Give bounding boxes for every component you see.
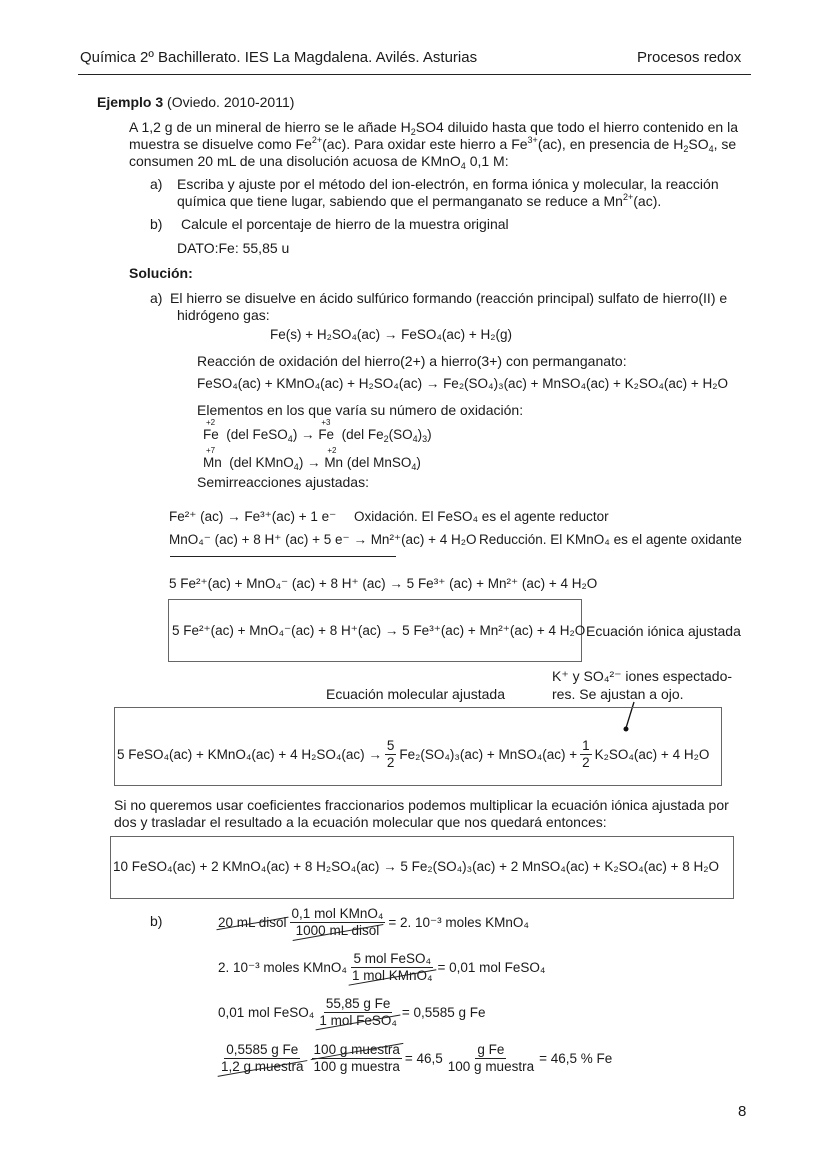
sum-rule (170, 556, 396, 557)
oxidation-intro: Reacción de oxidación del hierro(2+) a hierro(3+) con permanganato: (197, 353, 627, 369)
half-reaction-reduction: MnO₄⁻ (ac) + 8 H⁺ (ac) + 5 e⁻ → Mn²⁺(ac) + 4 H₂O (169, 532, 477, 547)
header-rule (78, 74, 751, 75)
equation-unbalanced: FeSO₄(ac) + KMnO₄(ac) + H₂SO₄(ac) → Fe₂(SO₄)₃(ac) + MnSO₄(ac) + K₂SO₄(ac) + H₂O (197, 376, 728, 391)
item-a-label: a) (150, 176, 163, 192)
molecular-equation: 5 FeSO₄(ac) + KMnO₄(ac) + 4 H₂SO₄(ac) → $\frac{5}{2}$ Fe₂(SO₄)₃(ac) + MnSO₄(ac) + $\frac{1}{2}$ K₂SO₄(ac) + 4 H₂O (117, 738, 710, 770)
calc-step-3: 0,01 mol FeSO₄ $\frac{\text{55,85 g Fe}}{\text{1 mol FeSO₄}}$ = 0,5585 g Fe (218, 996, 486, 1028)
solution-a-line-1: El hierro se disuelve en ácido sulfúrico formando (reacción principal) sulfato de hierro(II) e (170, 290, 728, 306)
statement-line-2: muestra se disuelve como $Fe^{2+}(ac)$. Para oxidar este hierro a $Fe^{3+}(ac)$, en presencia de $H_2SO_4$, se (129, 135, 737, 154)
equation-fe-h2so4: Fe(s) + H₂SO₄(ac) → FeSO₄(ac) + H₂(g) (270, 327, 513, 342)
header-section: Procesos redox (637, 49, 742, 66)
solution-b-label: b) (150, 913, 163, 929)
statement-line-3: consumen 20 mL de una disolución acuosa de KMnO$_4$ 0,1 M: (129, 153, 509, 171)
calc-step-1: 20 mL disol $\frac{\text{0,1 mol KMnO₄}}{\text{1000 mL disol}}$ = 2. 10⁻³ moles KMnO₄ (218, 906, 529, 938)
solution-a-line-2: hidrógeno gas: (177, 307, 270, 323)
ionic-equation-label: Ecuación iónica ajustada (586, 623, 741, 639)
fe-oxidation-change: Fe +2 (del FeSO$_4$) → Fe +3 (del $Fe_2(SO_4)_3$) (203, 418, 432, 444)
item-b-text: Calcule el porcentaje de hierro de la muestra original (181, 216, 509, 232)
sum-equation: 5 Fe²⁺(ac) + MnO₄⁻ (ac) + 8 H⁺ (ac) → 5 Fe³⁺ (ac) + Mn²⁺ (ac) + 4 H₂O (169, 576, 598, 591)
example-source: (Oviedo. 2010-2011) (163, 94, 295, 110)
half-reaction-oxidation-note: Oxidación. El FeSO₄ es el agente reductor (354, 509, 609, 524)
molecular-equation-label: Ecuación molecular ajustada (326, 686, 505, 702)
mn-oxidation-change: Mn +7 (del KMnO$_4$) → Mn +2 (del MnSO$_4$) (203, 446, 421, 472)
example-title-bold: Ejemplo 3 (97, 94, 164, 110)
calc-step-4: $\frac{\text{0,5585 g Fe}}{\text{1,2 g muestra}}$ $\frac{\text{100 g muestra}}{\text{100 g muestra}}$ = 46,5 $\frac{\text{g Fe}}{\text{100 g muestra}}$ = 46,5 % Fe (221, 1042, 613, 1074)
ionic-equation: 5 Fe²⁺(ac) + MnO₄⁻(ac) + 8 H⁺(ac) → 5 Fe³⁺(ac) + Mn²⁺(ac) + 4 H₂O (172, 623, 586, 638)
dato: DATO:Fe: 55,85 u (177, 240, 290, 256)
half-reaction-reduction-note: Reducción. El KMnO₄ es el agente oxidante (479, 532, 742, 547)
statement-line-1: A 1,2 g de un mineral de hierro se le añade $H_2SO4$ diluido hasta que todo el hierro contenido en la (129, 119, 738, 137)
spectator-note-line-2: res. Se ajustan a ojo. (552, 686, 684, 702)
item-a-line-1: Escriba y ajuste por el método del ion-electrón, en forma iónica y molecular, la reacción (177, 176, 719, 192)
item-a-line-2: química que tiene lugar, sabiendo que el permanganato se reduce a $Mn^{2+}(ac)$. (177, 192, 662, 209)
spectator-note-line-1: K⁺ y SO₄²⁻ iones espectado- (552, 668, 733, 684)
solution-a-label: a) (150, 290, 163, 306)
half-reaction-oxidation: Fe²⁺ (ac) → Fe³⁺(ac) + 1 e⁻ (169, 509, 337, 524)
example-title (97, 94, 294, 111)
note-line-1: Si no queremos usar coeficientes fraccionarios podemos multiplicar la ecuación iónica ajustada por (114, 797, 729, 813)
header-title: Química 2º Bachillerato. IES La Magdalena. Avilés. Asturias (80, 49, 478, 66)
elements-intro: Elementos en los que varía su número de oxidación: (197, 402, 524, 418)
calc-step-2: 2. 10⁻³ moles KMnO₄ $\frac{\text{5 mol FeSO₄}}{\text{1 mol KMnO₄}}$ = 0,01 mol FeSO₄ (218, 951, 546, 983)
solution-title: Solución: (129, 265, 193, 281)
item-b-label: b) (150, 216, 163, 232)
page-number: 8 (738, 1103, 747, 1120)
integer-equation: 10 FeSO₄(ac) + 2 KMnO₄(ac) + 8 H₂SO₄(ac) → 5 Fe₂(SO₄)₃(ac) + 2 MnSO₄(ac) + K₂SO₄(ac) + 8 H₂O (113, 859, 720, 874)
half-reactions-intro: Semirreacciones ajustadas: (197, 474, 369, 490)
note-line-2: dos y trasladar el resultado a la ecuación molecular que nos quedará entonces: (114, 814, 607, 830)
